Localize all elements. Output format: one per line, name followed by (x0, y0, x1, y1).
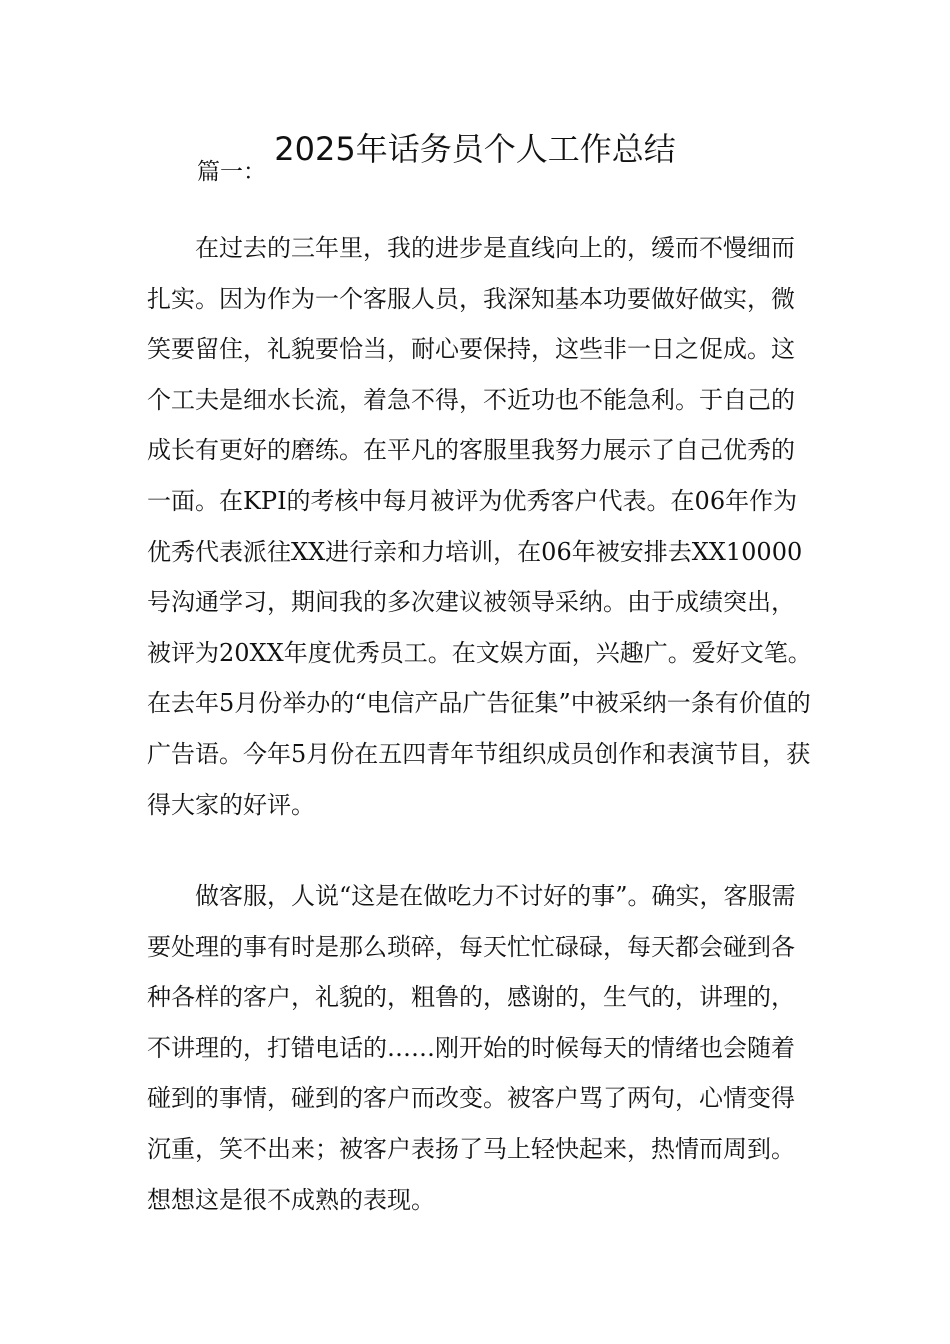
document-title: 2025年话务员个人工作总结 (274, 130, 676, 168)
paragraph-1: 在过去的三年里，我的进步是直线向上的，缓而不慢细而扎实。因为作为一个客服人员，我深知基本功要做好做实，微笑要留住，礼貌要恰当，耐心要保持，这些非一日之促成。这个工夫是细水长流，着急不得，不近功也不能急利。于自己的成长有更好的磨练。在平凡的客服里我努力展示了自己优秀的一面。在KPI的考核中每月被评为优秀客户代表。在06年作为优秀代表派往XX进行亲和力培训，在06年被安排去XX10000号沟通学习，期间我的多次建议被领导采纳。由于成绩突出，被评为20XX年度优秀员工。在文娱方面，兴趣广。爱好文笔。在去年5月份举办的“电信产品广告征集”中被采纳一条有价值的广告语。今年5月份在五四青年节组织成员创作和表演节目，获得大家的好评。 (147, 234, 812, 819)
paragraph-2: 做客服，人说“这是在做吃力不讨好的事”。确实，客服需要处理的事有时是那么琐碎，每天忙忙碌碌，每天都会碰到各种各样的客户，礼貌的，粗鲁的，感谢的，生气的，讲理的，不讲理的，打错电话的……刚开始的时候每天的情绪也会随着碰到的事情，碰到的客户而改变。被客户骂了两句，心情变得沉重，笑不出来；被客户表扬了马上轻快起来，热情而周到。想想这是很不成熟的表现。 (147, 882, 796, 1214)
section-label: 篇一： (197, 159, 266, 185)
